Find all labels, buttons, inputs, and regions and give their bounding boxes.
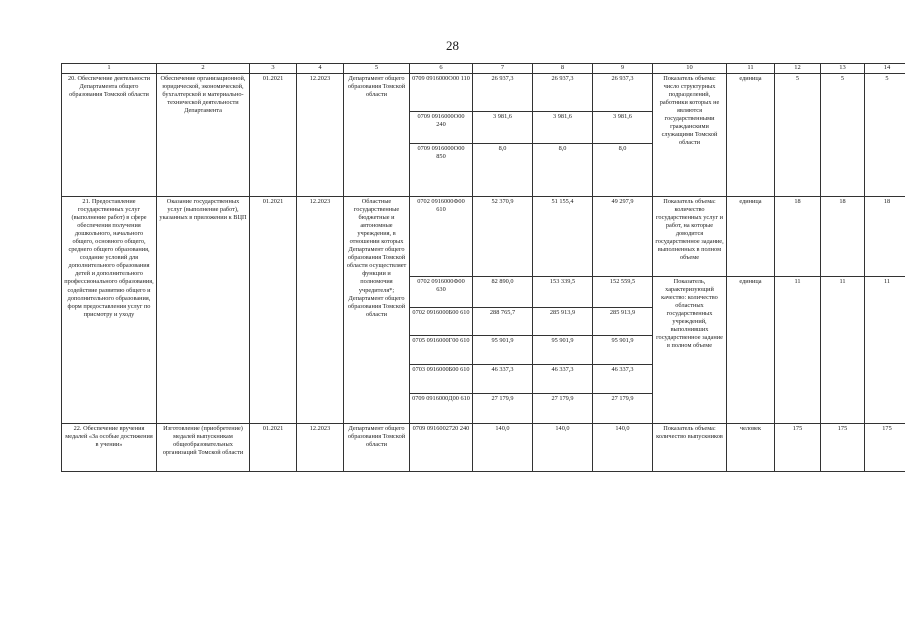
activity-content: Обеспечение организационной, юридической, экономической, бухгалтерской и материально-технической деятельности Департамента [157,74,250,197]
start-date: 01.2021 [250,197,297,424]
table-row-22 [62,424,905,472]
target-year-2: 175 [821,424,865,472]
target-year-1: 18 [775,197,821,277]
target-year-2: 18 [821,197,865,277]
executor: Областные государственные бюджетные и автономные учреждения, в отношении которых Департамент общего образования Томской области осуществляет функции и полномочия учредителя*; Департамент общего образования Томской области [344,197,410,424]
col-header-8: 8 [533,64,593,74]
unit: человек [727,424,775,472]
amount-year-3: 152 559,5 [593,277,653,308]
start-date: 01.2021 [250,424,297,472]
amount-year-3: 285 913,9 [593,308,653,336]
budget-code: 0702 0916000Б00 610 [410,308,473,336]
amount-year-2: 153 339,5 [533,277,593,308]
budget-code: 0709 0916000О00 850 [410,144,473,197]
col-header-9: 9 [593,64,653,74]
budget-code: 0702 0916000Ф00 610 [410,197,473,277]
amount-year-3: 49 297,9 [593,197,653,277]
amount-year-1: 26 937,3 [473,74,533,112]
activity-name: 21. Предоставление государственных услуг (выполнение работ) в сфере обеспечения получения дошкольного, начального общего, основного общего, среднего общего образования, создание условий для дополнительного образования детей и дополнительного профессионального образования, содействие развитию общего и дополнительного образования, форм предоставления услуг по присмотру и уходу [62,197,157,424]
amount-year-1: 3 981,6 [473,112,533,144]
col-header-2: 2 [157,64,250,74]
amount-year-3: 27 179,9 [593,394,653,424]
amount-year-2: 26 937,3 [533,74,593,112]
amount-year-1: 27 179,9 [473,394,533,424]
end-date: 12.2023 [297,424,344,472]
amount-year-3: 95 901,9 [593,336,653,365]
amount-year-2: 8,0 [533,144,593,197]
amount-year-3: 46 337,3 [593,365,653,394]
col-header-10: 10 [653,64,727,74]
table-row-20 [62,74,905,112]
target-year-3: 5 [865,74,905,197]
target-year-2: 11 [821,277,865,424]
unit: единица [727,197,775,277]
col-header-5: 5 [344,64,410,74]
col-header-6: 6 [410,64,473,74]
budget-code: 0709 0916000О00 110 [410,74,473,112]
amount-year-1: 46 337,3 [473,365,533,394]
table-row-21 [62,197,905,277]
budget-code: 0709 0916000О00 240 [410,112,473,144]
executor: Департамент общего образования Томской области [344,74,410,197]
budget-code: 0709 0916000Д00 610 [410,394,473,424]
amount-year-2: 140,0 [533,424,593,472]
start-date: 01.2021 [250,74,297,197]
budget-code: 0709 0916002720 240 [410,424,473,472]
amount-year-1: 52 370,9 [473,197,533,277]
col-header-3: 3 [250,64,297,74]
col-header-4: 4 [297,64,344,74]
col-header-13: 13 [821,64,865,74]
amount-year-1: 288 765,7 [473,308,533,336]
amount-year-1: 140,0 [473,424,533,472]
col-header-11: 11 [727,64,775,74]
indicator: Показатель, характеризующий качество: количество областных государственных учреждений, выполнивших государственное задание в полном объеме [653,277,727,424]
activity-content: Оказание государственных услуг (выполнение работ), указанных в приложении к ВЦП [157,197,250,424]
budget-code: 0705 0916000Г00 610 [410,336,473,365]
target-year-2: 5 [821,74,865,197]
amount-year-1: 95 901,9 [473,336,533,365]
amount-year-2: 27 179,9 [533,394,593,424]
target-year-3: 18 [865,197,905,277]
amount-year-3: 140,0 [593,424,653,472]
amount-year-2: 51 155,4 [533,197,593,277]
activity-name: 20. Обеспечение деятельности Департамента общего образования Томской области [62,74,157,197]
end-date: 12.2023 [297,74,344,197]
indicator: Показатель объема: число структурных подразделений, работники которых не являются государственными гражданскими служащими Томской области [653,74,727,197]
target-year-3: 11 [865,277,905,424]
col-header-1: 1 [62,64,157,74]
page-number: 28 [446,38,459,53]
activity-name: 22. Обеспечение вручения медалей «За особые достижения в учении» [62,424,157,472]
col-header-12: 12 [775,64,821,74]
activity-content: Изготовление (приобретение) медалей выпускникам общеобразовательных организаций Томской области [157,424,250,472]
target-year-1: 11 [775,277,821,424]
amount-year-3: 3 981,6 [593,112,653,144]
amount-year-1: 8,0 [473,144,533,197]
amount-year-3: 8,0 [593,144,653,197]
amount-year-2: 285 913,9 [533,308,593,336]
target-year-3: 175 [865,424,905,472]
column-number-row [62,64,905,74]
amount-year-2: 46 337,3 [533,365,593,394]
amount-year-1: 82 890,0 [473,277,533,308]
amount-year-3: 26 937,3 [593,74,653,112]
activity-table [61,63,905,472]
col-header-7: 7 [473,64,533,74]
indicator: Показатель объема: количество выпускников [653,424,727,472]
col-header-14: 14 [865,64,905,74]
amount-year-2: 3 981,6 [533,112,593,144]
executor: Департамент общего образования Томской области [344,424,410,472]
end-date: 12.2023 [297,197,344,424]
budget-code: 0702 0916000Ф00 630 [410,277,473,308]
indicator: Показатель объема: количество государственных услуг и работ, на которые доводится государственное задание, выполненных в полном объеме [653,197,727,277]
amount-year-2: 95 901,9 [533,336,593,365]
unit: единица [727,277,775,424]
target-year-1: 5 [775,74,821,197]
budget-code: 0703 0916000Б00 610 [410,365,473,394]
unit: единица [727,74,775,197]
target-year-1: 175 [775,424,821,472]
